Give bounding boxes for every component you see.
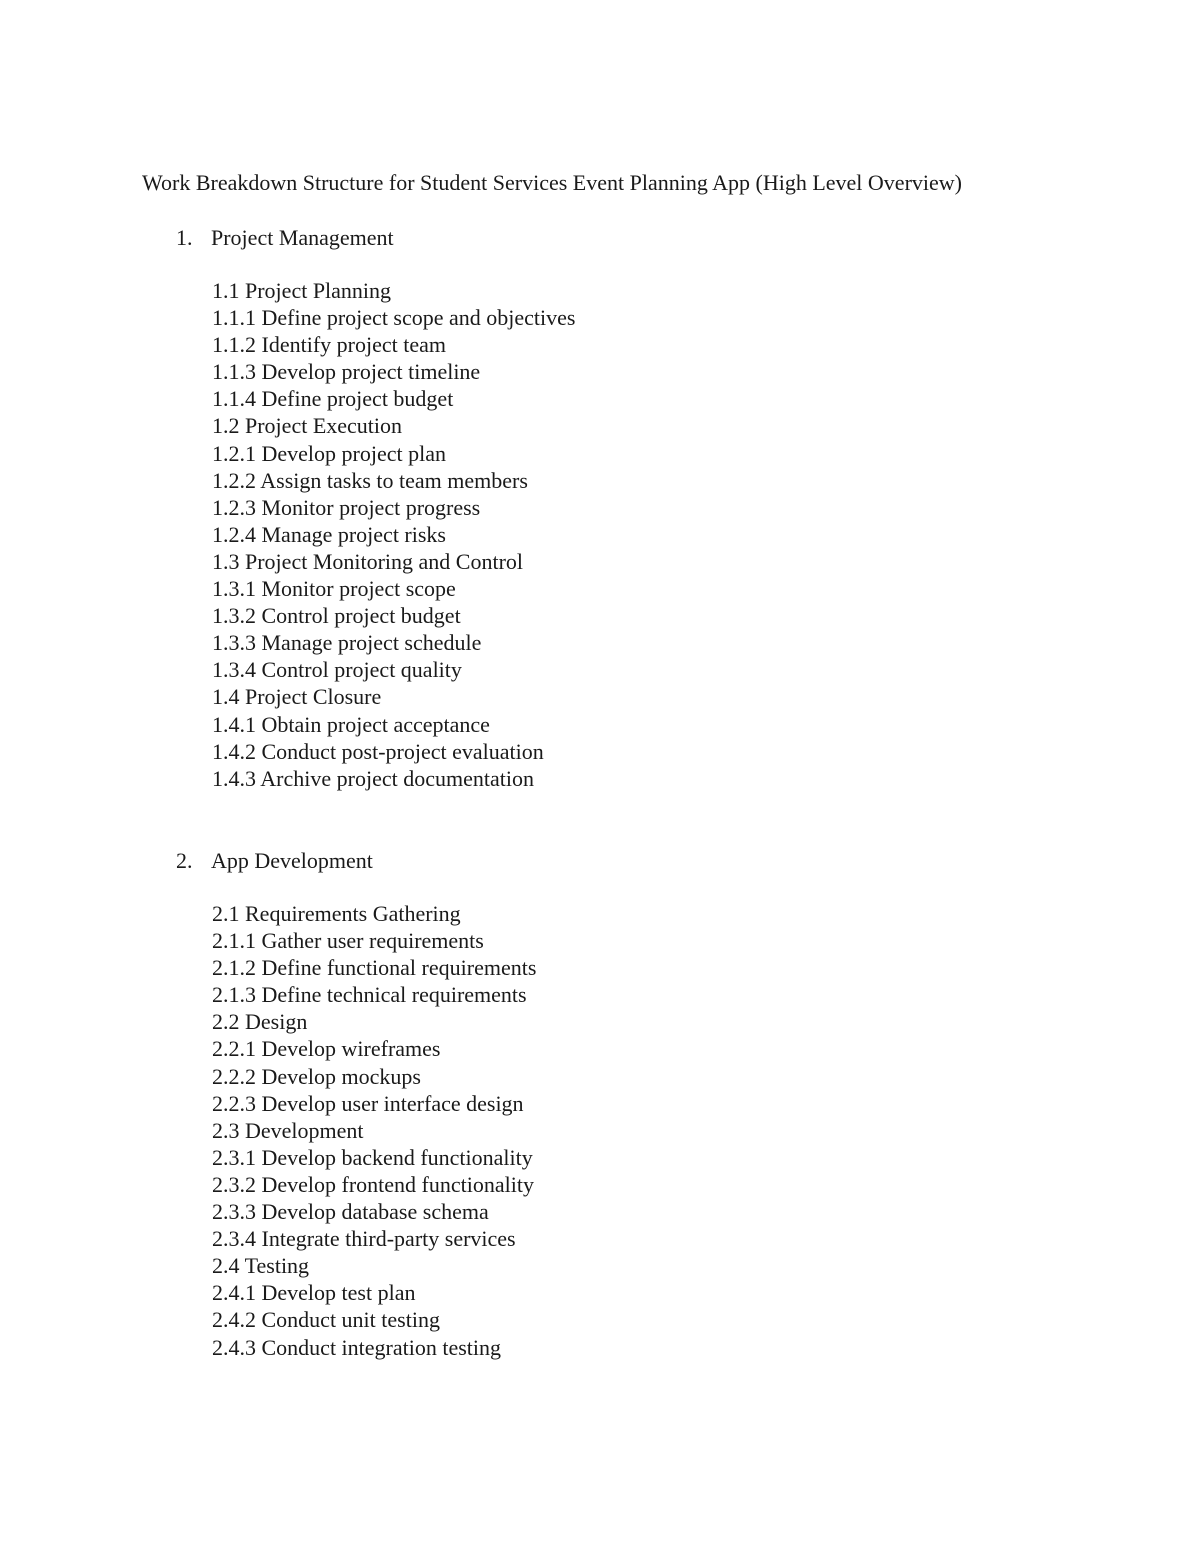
wbs-item: 1.3.4 Control project quality [212, 657, 462, 683]
wbs-item: 2.4 Testing [212, 1253, 310, 1279]
wbs-item: 1.3.1 Monitor project scope [212, 576, 456, 602]
section-number: 1. [176, 225, 193, 250]
wbs-item: 2.4.3 Conduct integration testing [212, 1334, 502, 1360]
wbs-item: 1.1.2 Identify project team [212, 332, 446, 358]
section-item-list [212, 277, 575, 792]
section-heading [176, 223, 394, 253]
wbs-item: 1.1 Project Planning [212, 278, 392, 303]
wbs-item: 1.1.1 Define project scope and objectives [212, 305, 576, 331]
section-title: App Development [211, 848, 373, 873]
wbs-item: 2.2.3 Develop user interface design [212, 1090, 524, 1116]
wbs-item: 1.4 Project Closure [212, 684, 382, 710]
document-title: Work Breakdown Structure for Student Services Event Planning App (High Level Overview) [142, 170, 962, 195]
wbs-item: 1.2.1 Develop project plan [212, 440, 446, 466]
wbs-item: 2.3 Development [212, 1117, 364, 1143]
wbs-item: 1.4.1 Obtain project acceptance [212, 711, 490, 737]
wbs-item: 1.3 Project Monitoring and Control [212, 548, 524, 574]
wbs-item: 2.4.2 Conduct unit testing [212, 1307, 440, 1333]
wbs-item: 2.3.1 Develop backend functionality [212, 1144, 533, 1170]
wbs-item: 2.1.1 Gather user requirements [212, 928, 484, 954]
wbs-item: 2.1 Requirements Gathering [212, 901, 461, 926]
wbs-item: 1.2.3 Monitor project progress [212, 494, 481, 520]
wbs-item: 1.4.2 Conduct post-project evaluation [212, 738, 544, 764]
wbs-item: 2.4.1 Develop test plan [212, 1280, 416, 1306]
wbs-item: 1.3.2 Control project budget [212, 603, 461, 629]
section-heading [176, 846, 373, 876]
wbs-item: 2.3.4 Integrate third-party services [212, 1226, 516, 1252]
wbs-item: 1.3.3 Manage project schedule [212, 630, 482, 656]
section-item-list [212, 900, 536, 1361]
section-number: 2. [176, 848, 193, 873]
wbs-item: 2.1.3 Define technical requirements [212, 982, 527, 1008]
wbs-item: 1.2.4 Manage project risks [212, 521, 446, 547]
wbs-item: 1.1.3 Develop project timeline [212, 359, 481, 385]
wbs-item: 2.2.1 Develop wireframes [212, 1036, 441, 1062]
wbs-item: 1.1.4 Define project budget [212, 386, 454, 412]
wbs-item: 2.3.3 Develop database schema [212, 1199, 489, 1225]
wbs-item: 2.1.2 Define functional requirements [212, 955, 537, 981]
wbs-item: 2.2 Design [212, 1009, 308, 1035]
wbs-item: 1.2.2 Assign tasks to team members [212, 467, 528, 493]
section-title: Project Management [211, 225, 394, 250]
wbs-item: 1.2 Project Execution [212, 413, 403, 439]
wbs-item: 2.3.2 Develop frontend functionality [212, 1171, 534, 1197]
wbs-item: 2.2.2 Develop mockups [212, 1063, 421, 1089]
wbs-item: 1.4.3 Archive project documentation [212, 765, 534, 791]
